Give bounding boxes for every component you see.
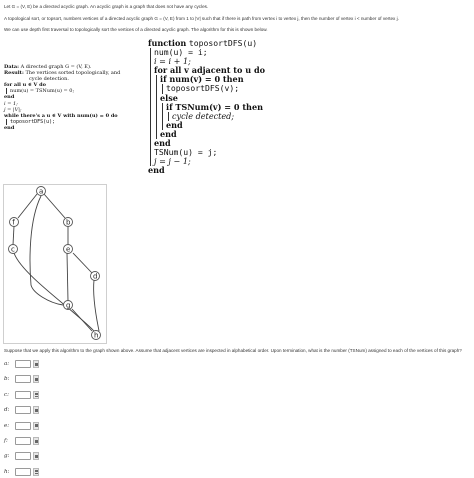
- answer-row-0: [4, 358, 39, 370]
- intro-line-3: We can use depth first traversal to topologically sort the vertices of a directed acyclic graph. The algorithm for this is shown below.: [4, 27, 268, 32]
- main-line-6: while there's a u ∈ V with num(u) = 0 do: [4, 112, 118, 119]
- data-keyword: Data:: [4, 64, 19, 70]
- answer-row-2: [4, 389, 39, 401]
- answer-label: f:: [4, 438, 8, 444]
- main-line-5: j = |V|;: [4, 106, 22, 113]
- data-text: A directed graph G = (V, E).: [20, 64, 92, 70]
- node-h: [92, 331, 101, 340]
- answer-input-1[interactable]: [15, 375, 31, 383]
- func-line-6: toposortDFS(v);: [162, 84, 265, 93]
- node-b: [64, 218, 73, 227]
- node-d-label: d: [93, 272, 98, 281]
- func-line-14: j = j − 1;: [154, 156, 191, 167]
- main-line-2: num(u) = TSNum(u) = 0;: [6, 88, 120, 94]
- answer-label: g:: [4, 453, 10, 460]
- node-a: [37, 187, 46, 196]
- question-text: Suppose that we apply this algorithm to the graph shown above. Assume that adjacent vertices are inspected in alphabetical order. Upon termination, what is the number (TSNum) assigned to each of the vertices of this graph?: [4, 348, 462, 353]
- formula-icon[interactable]: [33, 468, 39, 476]
- formula-icon[interactable]: [33, 437, 39, 445]
- func-line-9: cycle detected;: [168, 112, 265, 121]
- node-g: [64, 301, 73, 310]
- main-line-1: for all u ∈ V do: [4, 82, 46, 89]
- node-b-label: b: [66, 218, 71, 227]
- answer-input-6[interactable]: [15, 452, 31, 460]
- edge-e-g: [67, 253, 68, 301]
- node-c-label: c: [11, 245, 15, 254]
- intro-line-1: Let G = (V, E) be a directed acyclic graph. An acyclic graph is a graph that does not have any cycles.: [4, 4, 209, 9]
- formula-icon[interactable]: [33, 452, 39, 460]
- answer-row-1: [4, 373, 39, 385]
- formula-icon[interactable]: [33, 391, 39, 399]
- graph-svg: [4, 185, 106, 343]
- node-f-label: f: [12, 218, 15, 227]
- node-a-label: a: [39, 187, 44, 196]
- function-name: toposortDFS(u): [188, 38, 258, 48]
- answer-input-5[interactable]: [15, 437, 31, 445]
- node-e: [64, 245, 73, 254]
- node-d: [91, 272, 100, 281]
- func-line-3: i = i + 1;: [154, 56, 191, 67]
- function-keyword: function: [148, 38, 187, 48]
- answer-label: d:: [4, 407, 10, 414]
- main-line-4: i = 1;: [4, 100, 18, 107]
- edge-c-h: [14, 253, 94, 331]
- formula-icon[interactable]: [33, 360, 39, 368]
- node-g-label: g: [66, 301, 71, 310]
- answer-row-6: [4, 450, 39, 462]
- func-line-2: num(u) = i;: [154, 47, 208, 58]
- node-e-label: e: [66, 245, 71, 254]
- main-algorithm: [4, 64, 120, 131]
- edge-a-g: [30, 196, 63, 305]
- edge-g-h: [72, 309, 92, 331]
- answer-label: a:: [4, 361, 10, 367]
- func-line-5: if num(v) = 0 then: [160, 74, 244, 85]
- answer-input-7[interactable]: [15, 468, 31, 476]
- answer-input-0[interactable]: [15, 360, 31, 368]
- func-line-12: end: [154, 138, 171, 149]
- func-line-11: end: [160, 128, 177, 139]
- toposort-function: [148, 39, 265, 175]
- answer-label: h:: [4, 468, 10, 475]
- intro-line-2: A topological sort, or topsort, numbers vertices of a directed acyclic graph G = (V, E) from 1 to |V| such that if there is path from vertex i to vertex j, then the number of vertex i < number of vertex j.: [4, 16, 399, 21]
- main-line-8: end: [4, 124, 15, 131]
- answer-input-2[interactable]: [15, 391, 31, 399]
- answer-label: b:: [4, 376, 10, 383]
- answer-input-3[interactable]: [15, 406, 31, 414]
- func-line-15: end: [148, 165, 165, 176]
- node-h-label: h: [94, 331, 99, 340]
- func-line-7: else: [160, 92, 178, 103]
- edge-f-c: [13, 226, 14, 245]
- main-line-7: toposortDFS(u);: [6, 119, 120, 125]
- answer-input-4[interactable]: [15, 422, 31, 430]
- formula-icon[interactable]: [33, 406, 39, 414]
- node-f: [10, 218, 19, 227]
- edge-e-d: [73, 253, 92, 273]
- result-text: The vertices sorted topologically, and: [25, 70, 121, 77]
- result-keyword: Result:: [4, 70, 24, 77]
- func-line-8: if TSNum(v) = 0 then: [166, 101, 263, 112]
- answer-row-5: [4, 435, 39, 447]
- graph-figure: [3, 184, 107, 344]
- answer-label: e:: [4, 422, 10, 429]
- node-c: [9, 245, 18, 254]
- main-line-3: end: [4, 94, 15, 101]
- result-text-2: cycle detection.: [29, 76, 69, 83]
- edge-d-h: [94, 280, 99, 331]
- answer-row-4: [4, 420, 39, 432]
- formula-icon[interactable]: [33, 422, 39, 430]
- formula-icon[interactable]: [33, 375, 39, 383]
- func-line-13: TSNum(u) = j;: [154, 147, 218, 158]
- answer-row-3: [4, 404, 39, 416]
- func-line-10: end: [166, 119, 183, 130]
- answer-label: c:: [4, 391, 9, 398]
- edge-a-b: [44, 194, 65, 218]
- func-line-4: for all v adjacent to u do: [154, 65, 266, 76]
